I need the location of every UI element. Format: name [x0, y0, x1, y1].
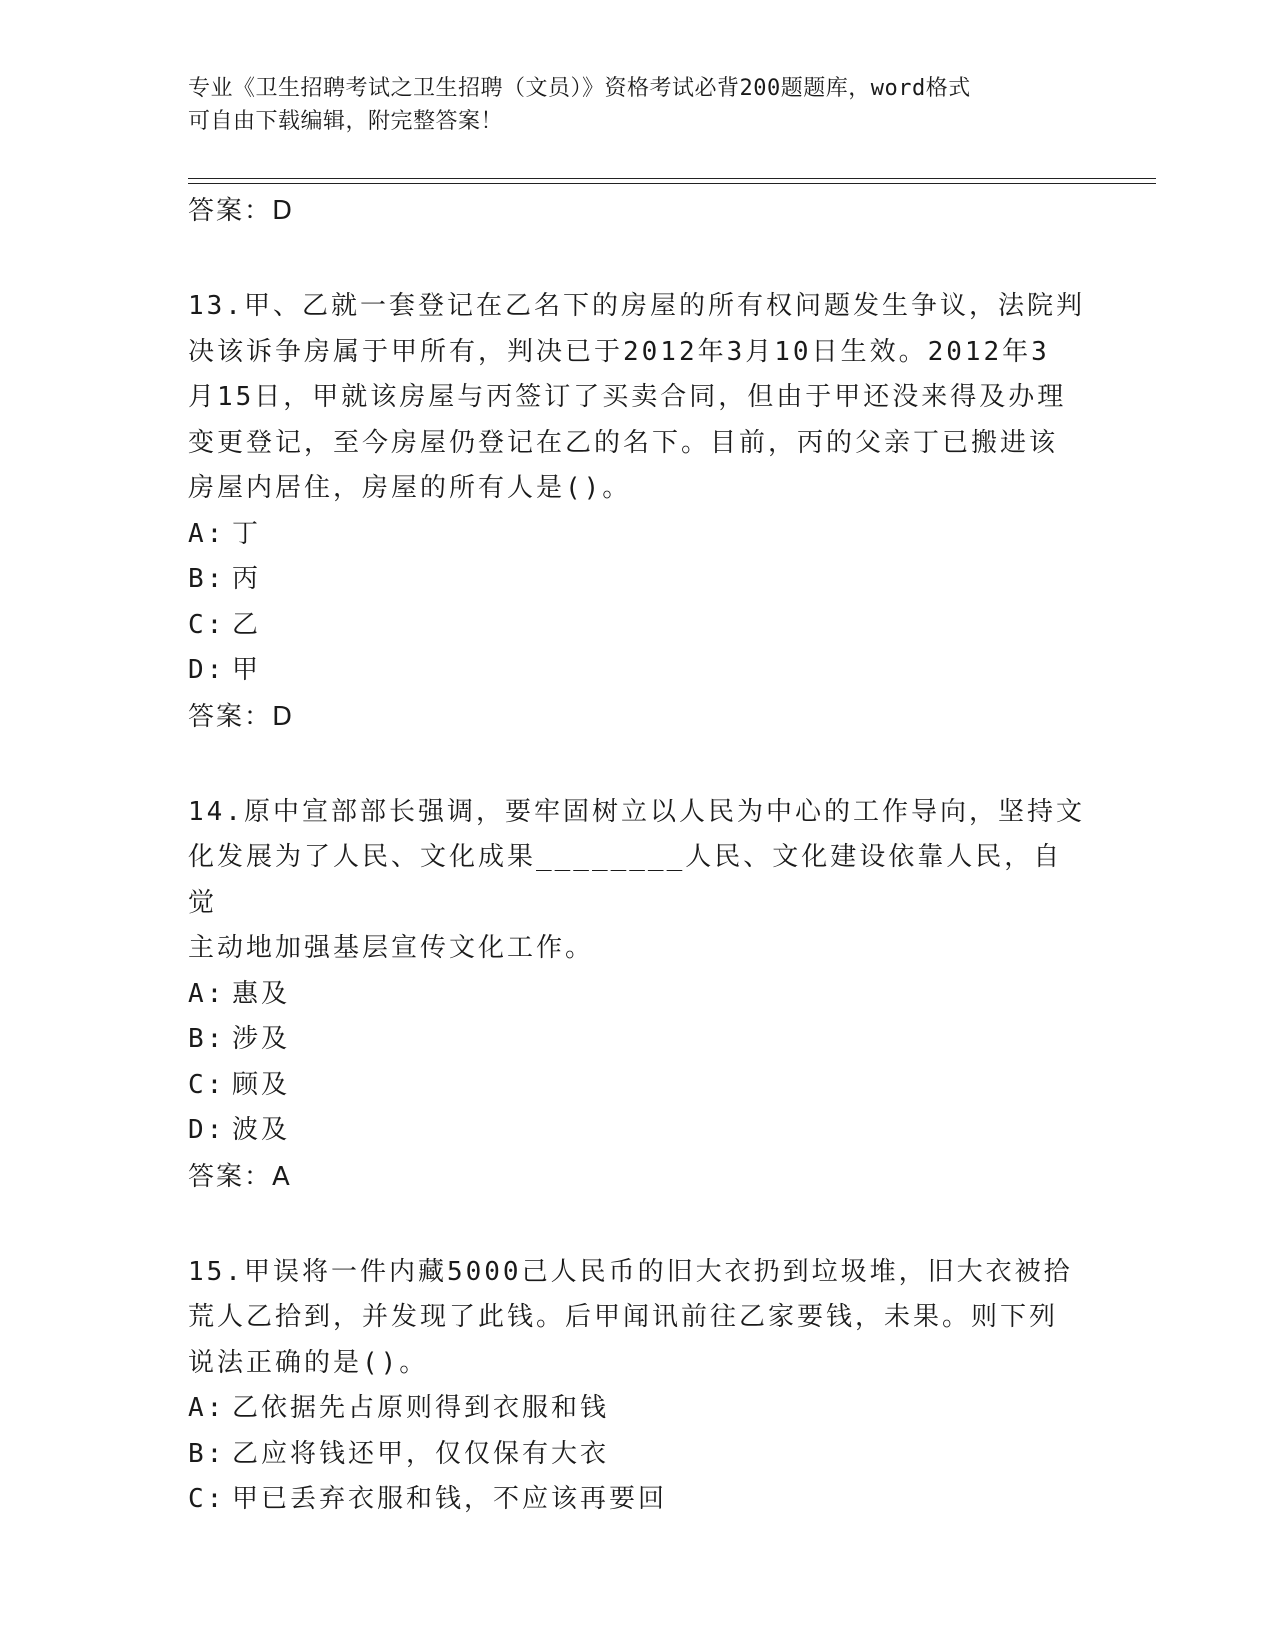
stem-line: 主动地加强基层宣传文化工作。 [188, 933, 595, 963]
option-text: 顾及 [232, 1069, 291, 1100]
option-text: 甲已丢弃衣服和钱，不应该再要回 [232, 1484, 668, 1514]
option-letter: B: [188, 1024, 226, 1054]
header-rule-top [188, 178, 1156, 179]
option-b [188, 1432, 1088, 1478]
question-14 [188, 790, 1088, 1200]
option-b [188, 1017, 1088, 1063]
option-letter: D: [188, 655, 226, 685]
option-text: 涉及 [232, 1024, 291, 1054]
option-text: 乙依据先占原则得到衣服和钱 [232, 1393, 610, 1423]
option-a [188, 512, 1088, 558]
stem-line: 化发展为了人民、文化成果________人民、文化建设依靠人民，自觉 [188, 842, 1063, 918]
option-letter: C: [188, 1484, 226, 1514]
option-text: 乙应将钱还甲，仅仅保有大衣 [232, 1438, 610, 1469]
header-line-2: 可自由下载编辑，附完整答案！ [188, 109, 504, 134]
stem-line: 荒人乙拾到，并发现了此钱。后甲闻讯前往乙家要钱，未果。则下列 [188, 1302, 1059, 1332]
header-rule-bottom [188, 183, 1156, 184]
question-stem [188, 1250, 1088, 1387]
option-letter: D: [188, 1115, 226, 1145]
option-letter: A: [188, 978, 226, 1009]
option-letter: A: [188, 518, 226, 549]
option-a [188, 1386, 1088, 1432]
stem-line: 14.原中宣部部长强调，要牢固树立以人民为中心的工作导向，坚持文 [188, 796, 1085, 827]
option-text: 甲 [232, 655, 262, 685]
answer-previous: 答案：D [188, 196, 295, 226]
option-b [188, 557, 1088, 603]
header-line-1: 专业《卫生招聘考试之卫生招聘（文员）》资格考试必背200题题库，word格式 [188, 76, 971, 101]
stem-line: 15.甲误将一件内藏5000己人民币的旧大衣扔到垃圾堆，旧大衣被拾 [188, 1256, 1073, 1287]
option-c [188, 1063, 1088, 1109]
stem-line: 决该诉争房属于甲所有，判决已于2012年3月10日生效。2012年3 [188, 336, 1050, 367]
stem-line: 变更登记，至今房屋仍登记在乙的名下。目前，丙的父亲丁已搬进该 [188, 427, 1059, 458]
option-letter: B: [188, 564, 226, 594]
option-text: 波及 [232, 1115, 291, 1145]
stem-line: 月15日，甲就该房屋与丙签订了买卖合同，但由于甲还没来得及办理 [188, 382, 1067, 412]
option-a [188, 972, 1088, 1018]
stem-line: 房屋内居住，房屋的所有人是()。 [188, 473, 632, 503]
question-stem [188, 284, 1088, 512]
option-letter: A: [188, 1393, 226, 1423]
stem-line: 说法正确的是()。 [188, 1347, 429, 1378]
question-stem [188, 790, 1088, 972]
option-d [188, 648, 1088, 694]
option-text: 丁 [232, 518, 262, 549]
question-15 [188, 1250, 1088, 1523]
document-header [188, 72, 1088, 138]
document-body [188, 188, 1088, 1523]
answer-14: 答案：A [188, 1161, 292, 1192]
option-d [188, 1108, 1088, 1154]
option-letter: C: [188, 1069, 226, 1100]
option-c [188, 1477, 1088, 1523]
answer-13: 答案：D [188, 701, 295, 732]
option-letter: C: [188, 609, 226, 640]
stem-line: 13.甲、乙就一套登记在乙名下的房屋的所有权问题发生争议，法院判 [188, 291, 1085, 321]
option-text: 惠及 [232, 978, 291, 1009]
option-letter: B: [188, 1438, 226, 1469]
option-text: 丙 [232, 564, 262, 594]
option-text: 乙 [232, 609, 262, 640]
option-c [188, 603, 1088, 649]
question-13 [188, 284, 1088, 740]
